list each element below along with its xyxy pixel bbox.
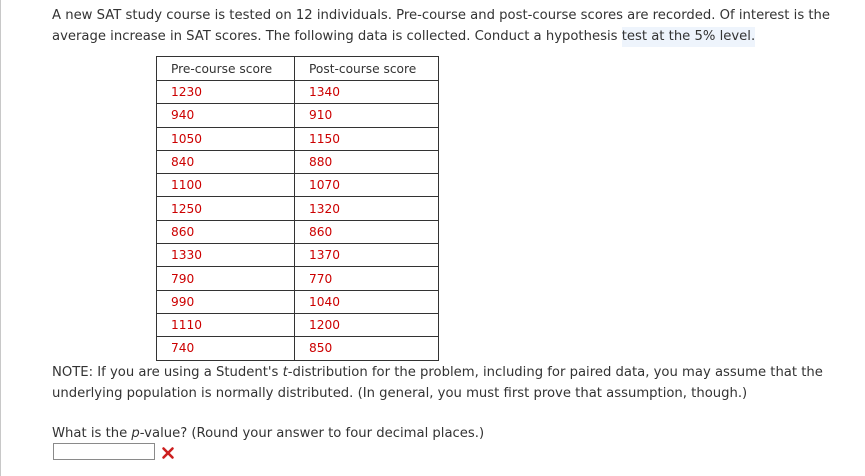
note-t-italic: t [282,365,288,380]
table-header-row [157,57,439,81]
pre-course-cell: 740 [157,337,295,360]
question-p-italic: p [131,426,140,441]
incorrect-x-icon [161,446,175,460]
pre-course-cell: 790 [157,267,295,290]
pre-course-cell: 1050 [157,127,295,150]
pre-course-cell: 940 [157,104,295,127]
table-row [157,81,439,104]
header-post-course: Post-course score [295,57,439,81]
problem-text: A new SAT study course is tested on 12 individuals. Pre-course and post-course scores are recorded. Of interest is the average increase in SAT scores. The following data is collected. Conduct a hypothesis [52,8,831,44]
post-course-cell: 770 [295,267,439,290]
problem-text-highlight: test at the 5% level. [622,27,755,47]
table-row [157,244,439,267]
problem-statement [52,5,842,47]
post-course-cell: 1370 [295,244,439,267]
table-row [157,267,439,290]
post-course-cell: 1200 [295,313,439,336]
post-course-cell: 1040 [295,290,439,313]
post-course-cell: 910 [295,104,439,127]
note-text: NOTE: If you are using a Student's [52,365,283,380]
pre-course-cell: 1330 [157,244,295,267]
table-row [157,104,439,127]
table-row [157,150,439,173]
post-course-cell: 850 [295,337,439,360]
post-course-cell: 1150 [295,127,439,150]
score-table [156,56,439,361]
post-course-cell: 860 [295,220,439,243]
table-row [157,290,439,313]
question-text-rest: -value? (Round your answer to four decimal places.) [139,426,485,441]
pre-course-cell: 840 [157,150,295,173]
post-course-cell: 1340 [295,81,439,104]
table-row [157,220,439,243]
table-row [157,313,439,336]
table-row [157,337,439,360]
question-prompt [52,424,484,444]
pre-course-cell: 1250 [157,197,295,220]
pre-course-cell: 1100 [157,174,295,197]
distribution-note [52,362,852,404]
post-course-cell: 1070 [295,174,439,197]
post-course-cell: 1320 [295,197,439,220]
pre-course-cell: 1230 [157,81,295,104]
p-value-input[interactable] [53,443,155,460]
pre-course-cell: 990 [157,290,295,313]
table-row [157,197,439,220]
table-row [157,174,439,197]
note-text-rest: -distribution for the problem, including for paired data, you may assume that the underlying population is normally distributed. (In general, you must first prove that assumption, though.) [52,365,823,401]
question-text: What is the [52,426,132,441]
post-course-cell: 880 [295,150,439,173]
pre-course-cell: 860 [157,220,295,243]
table-row [157,127,439,150]
pre-course-cell: 1110 [157,313,295,336]
header-pre-course: Pre-course score [157,57,295,81]
